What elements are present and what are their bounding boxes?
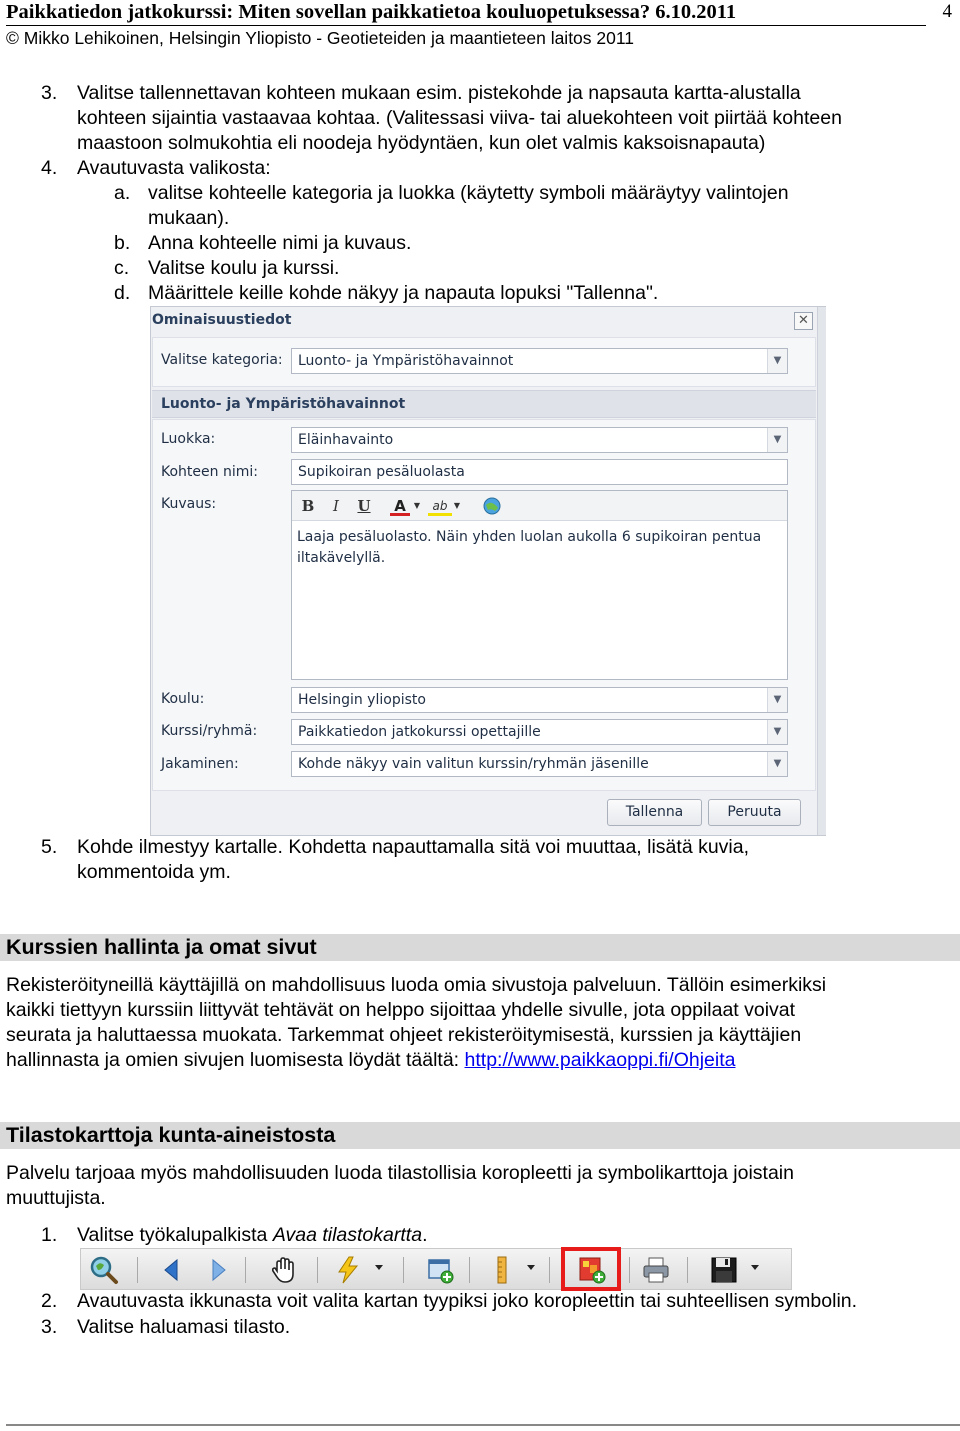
chevron-down-icon[interactable]: ▼ [767,720,787,744]
chevron-down-icon[interactable] [527,1265,535,1270]
paragraph-text: hallinnasta ja omien sivujen luomisesta löydät täältä: [6,1049,465,1071]
step-number: 4. [41,157,58,179]
toolbar-separator [317,1257,318,1283]
name-input[interactable] [291,459,788,485]
school-select[interactable] [291,687,788,713]
chevron-down-icon[interactable] [375,1265,383,1270]
toolbar-separator [245,1257,246,1283]
substep-letter: a. [114,182,131,204]
class-label: Luokka: [161,431,216,447]
print-icon[interactable] [641,1255,671,1285]
step-text-line: Avautuvasta ikkunasta voit valita kartan tyypiksi joko koropleettin tai suhteellisen symbolin. [77,1290,858,1312]
substep-text-line: Määrittele keille kohde näkyy ja napauta lopuksi "Tallenna". [148,282,659,304]
step-number: 3. [41,82,58,104]
toolbar-separator [629,1257,630,1283]
substep-letter: d. [114,282,131,304]
section-title: Tilastokarttoja kunta-aineistosta [6,1123,336,1147]
chevron-down-icon[interactable]: ▼ [767,688,787,712]
toolbar-separator [403,1257,404,1283]
back-arrow-icon[interactable] [157,1255,187,1285]
class-select[interactable] [291,427,788,453]
sharing-select[interactable] [291,751,788,777]
forward-arrow-icon[interactable] [203,1255,233,1285]
category-label: Valitse kategoria: [161,352,283,368]
paragraph-line: muuttujista. [6,1187,106,1209]
school-label: Koulu: [161,691,205,707]
chevron-down-icon[interactable]: ▼ [413,501,421,510]
step-number: 5. [41,836,58,858]
save-disk-icon[interactable] [709,1255,739,1285]
highlight-button[interactable]: ab [428,496,452,516]
font-color-button[interactable]: A [390,496,410,516]
editor-toolbar [292,491,787,521]
toolbar-separator [549,1257,550,1283]
step-emphasis: Avaa tilastokartta [272,1224,423,1246]
paragraph-line [6,1048,736,1073]
course-select[interactable] [291,719,788,745]
dialog-title: Ominaisuustiedot [152,312,292,328]
add-layer-icon[interactable] [425,1255,455,1285]
step-text-line: Avautuvasta valikosta: [77,157,271,179]
lightning-icon[interactable] [333,1255,363,1285]
course-label: Kurssi/ryhmä: [161,723,258,739]
name-input-value: Supikoiran pesäluolasta [298,464,465,480]
group-heading: Luonto- ja Ympäristöhavainnot [152,390,816,418]
save-button[interactable]: Tallenna [607,799,702,826]
step-number: 2. [41,1290,58,1312]
chevron-down-icon[interactable]: ▼ [767,752,787,776]
chevron-down-icon[interactable]: ▼ [767,428,787,452]
close-icon[interactable]: ✕ [794,312,813,330]
description-label: Kuvaus: [161,496,217,512]
toolbar-separator [469,1257,470,1283]
step-text: Valitse työkalupalkista [77,1224,273,1246]
sharing-label: Jakaminen: [161,756,239,772]
step-text: . [422,1224,428,1246]
step-text-line [77,1223,427,1248]
chevron-down-icon[interactable] [751,1265,759,1270]
paragraph-line: Palvelu tarjoaa myös mahdollisuuden luoda tilastollisia koropleetti ja symbolikarttoja joistain [6,1162,794,1184]
school-select-value: Helsingin yliopisto [298,692,426,708]
header-rule [6,25,926,26]
dialog-scrollbar[interactable] [817,307,826,835]
substep-letter: b. [114,232,131,254]
italic-button[interactable]: I [333,497,339,515]
section-title: Kurssien hallinta ja omat sivut [6,935,317,959]
category-select[interactable] [291,348,788,374]
step-text-line: kommentoida ym. [77,861,231,883]
step-text-line: Valitse haluamasi tilasto. [77,1316,291,1338]
substep-letter: c. [114,257,130,279]
map-toolbar [80,1248,792,1290]
zoom-search-icon[interactable] [89,1255,119,1285]
substep-text-line: mukaan). [148,207,230,229]
substep-text-line: Anna kohteelle nimi ja kuvaus. [148,232,412,254]
step-text-line: maastoon solmukohtia eli noodeja hyödyntäen, kun olet valmis kaksoisnapauta) [77,132,766,154]
step-text-line: Valitse tallennettavan kohteen mukaan esim. pistekohde ja napsauta kartta-alustalla [77,82,801,104]
step-text-line: Kohde ilmestyy kartalle. Kohdetta napauttamalla sitä voi muuttaa, lisätä kuvia, [77,836,750,858]
category-select-value: Luonto- ja Ympäristöhavainnot [298,353,514,369]
sharing-select-value: Kohde näkyy vain valitun kurssin/ryhmän jäsenille [298,756,649,772]
instructions-link[interactable]: http://www.paikkaoppi.fi/Ohjeita [464,1049,736,1071]
description-text: Laaja pesäluolasto. Näin yhden luolan aukolla 6 supikoiran pentua iltakävelyllä. [297,529,762,566]
document-header-title: Paikkatiedon jatkokurssi: Miten sovellan paikkatietoa kouluopetuksessa? 6.10.2011 [6,1,737,23]
attribute-dialog [150,306,826,836]
course-select-value: Paikkatiedon jatkokurssi opettajille [298,724,541,740]
chevron-down-icon[interactable]: ▼ [767,349,787,373]
toolbar-separator [137,1257,138,1283]
paragraph-line: kaikki tiettyyn kurssiin liittyvät tehtävät on helppo sijoittaa yhdelle sivulle, jota oppilaat voivat [6,999,796,1021]
paragraph-line: seurata ja haluttaessa muokata. Tarkemmat ohjeet rekisteröitymisestä, kurssien ja käyttäjien [6,1024,802,1046]
page-number: 4 [942,1,952,22]
class-select-value: Eläinhavainto [298,432,394,448]
step-number: 3. [41,1316,58,1338]
name-label: Kohteen nimi: [161,464,258,480]
open-statistics-map-icon[interactable] [577,1255,607,1285]
cancel-button[interactable]: Peruuta [708,799,801,826]
paragraph-line: Rekisteröityneillä käyttäjillä on mahdollisuus luoda omia sivustoja palveluun. Tällöin esimerkiksi [6,974,827,996]
chevron-down-icon[interactable]: ▼ [453,501,461,510]
substep-text-line: Valitse koulu ja kurssi. [148,257,340,279]
document-header-subtitle: © Mikko Lehikoinen, Helsingin Yliopisto - Geotieteiden ja maantieteen laitos 2011 [6,28,635,48]
step-number: 1. [41,1224,58,1246]
underline-button[interactable]: U [357,497,371,515]
link-globe-icon[interactable] [482,496,502,516]
ruler-icon[interactable] [487,1255,517,1285]
step-text-line: kohteen sijaintia vastaavaa kohtaa. (Valitessasi viiva- tai aluekohteen voit piirtää kohteen [77,107,842,129]
footer-rule [6,1424,960,1426]
bold-button[interactable]: B [301,497,315,515]
pan-hand-icon[interactable] [269,1255,299,1285]
description-editor[interactable] [291,490,788,680]
toolbar-separator [687,1257,688,1283]
substep-text-line: valitse kohteelle kategoria ja luokka (käytetty symboli määräytyy valintojen [148,182,789,204]
